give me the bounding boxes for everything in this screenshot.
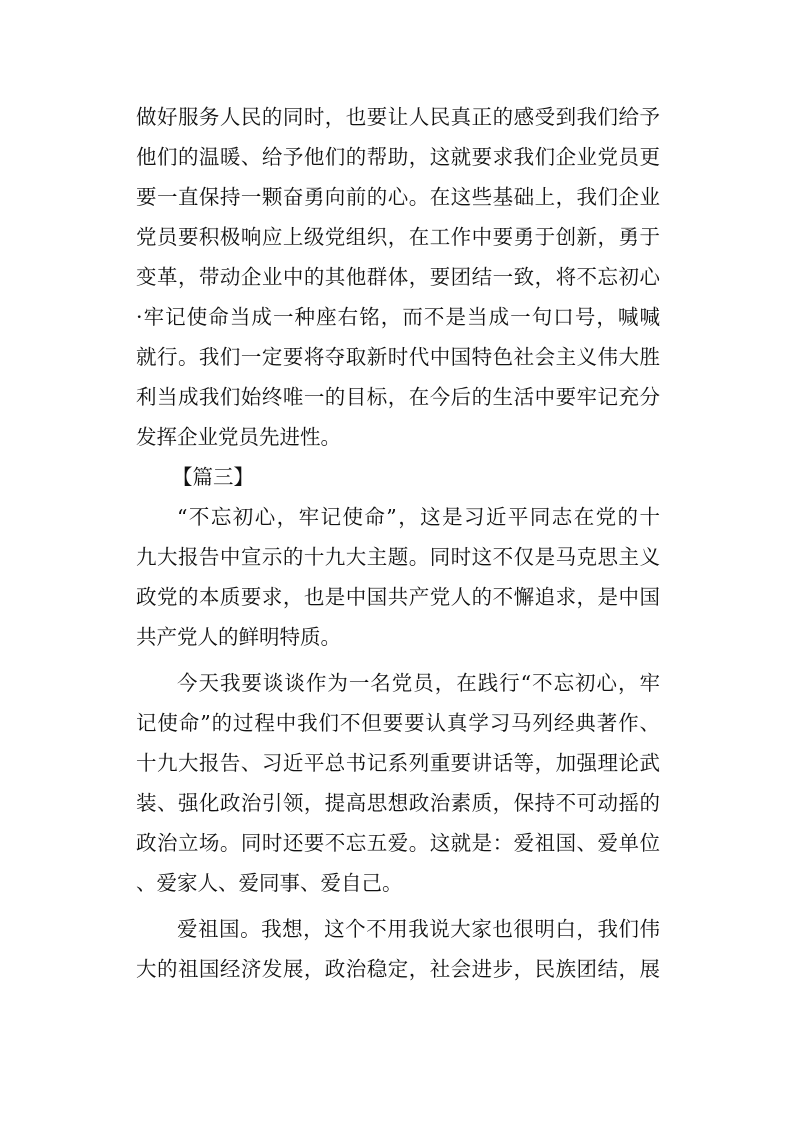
text-line: 党员要积极响应上级党组织，在工作中要勇于创新，勇于 [136, 225, 660, 249]
text-line: 他们的温暖、给予他们的帮助，这就要求我们企业党员更 [136, 145, 660, 169]
text-line: 利当成我们始终唯一的目标，在今后的生活中要牢记充分 [136, 385, 660, 409]
paragraph-first-line: 爱祖国。我想，这个不用我说大家也很明白，我们伟 [177, 917, 660, 941]
paragraph-first-line: 今天我要谈谈作为一名党员，在践行“不忘初心，牢 [177, 671, 660, 695]
text-line: 就行。我们一定要将夺取新时代中国特色社会主义伟大胜 [136, 345, 660, 369]
text-line: 政党的本质要求，也是中国共产党人的不懈追求，是中国 [136, 585, 660, 609]
text-line: 装、强化政治引领，提高思想政治素质，保持不可动摇的 [136, 791, 660, 815]
text-line: 九大报告中宣示的十九大主题。同时这不仅是马克思主义 [136, 545, 660, 569]
text-line: 记使命”的过程中我们不但要要认真学习马列经典著作、 [136, 711, 660, 735]
text-line: 、爱家人、爱同事、爱自己。 [136, 871, 403, 895]
text-line: 发挥企业党员先进性。 [136, 425, 341, 449]
text-line: 共产党人的鲜明特质。 [136, 625, 341, 649]
paragraph-first-line: “不忘初心，牢记使命”，这是习近平同志在党的十 [177, 505, 660, 529]
text-line: 十九大报告、习近平总书记系列重要讲话等，加强理论武 [136, 751, 660, 775]
text-line: ·牢记使命当成一种座右铭，而不是当成一句口号，喊喊 [136, 305, 660, 329]
section-heading: 【篇三】 [172, 465, 254, 489]
text-line: 变革，带动企业中的其他群体，要团结一致，将不忘初心 [136, 265, 660, 289]
text-line: 要一直保持一颗奋勇向前的心。在这些基础上，我们企业 [136, 185, 660, 209]
text-line: 做好服务人民的同时，也要让人民真正的感受到我们给予 [136, 105, 660, 129]
text-line: 政治立场。同时还要不忘五爱。这就是：爱祖国、爱单位 [136, 831, 660, 855]
text-line: 大的祖国经济发展，政治稳定，社会进步，民族团结，展 [136, 957, 660, 981]
